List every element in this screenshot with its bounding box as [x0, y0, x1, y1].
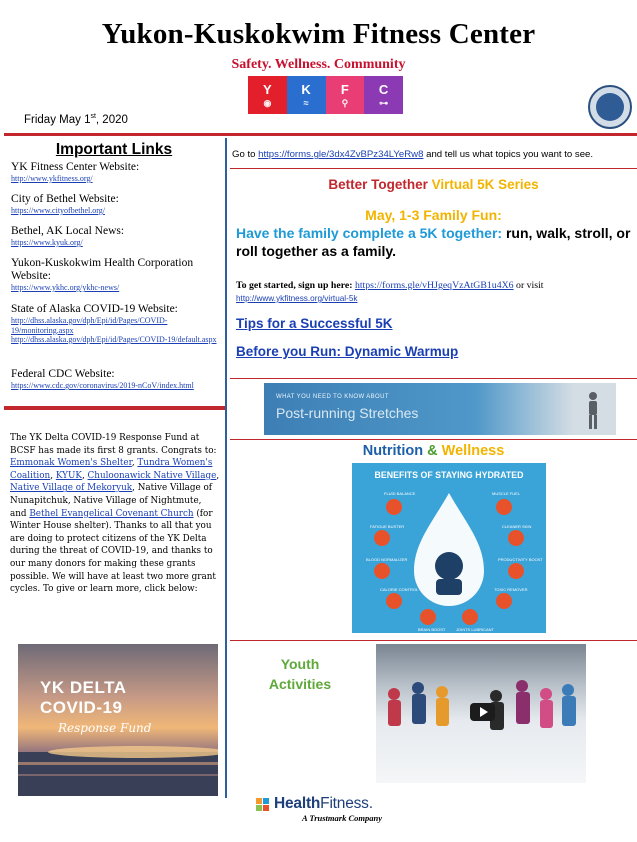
series-title-part: Virtual 5K Series: [431, 177, 539, 192]
logo-tile-f: [326, 76, 365, 114]
link-group-ykfitness: [11, 161, 223, 184]
ampersand: &: [427, 443, 438, 459]
youth-activities-video[interactable]: [376, 644, 586, 783]
signup-form-link[interactable]: https://forms.gle/vHJgeqVzAtGB1u4X6: [354, 280, 514, 291]
virtual-5k-heading: [230, 177, 637, 192]
date-sup: st: [90, 113, 96, 120]
link-label: Yukon-Kuskokwim Health Corporation Website:: [11, 257, 194, 282]
logo-letter: F: [340, 81, 349, 97]
meditation-icon: ◉: [263, 97, 272, 108]
youth-word: Youth: [280, 656, 320, 672]
tagline: Safety. Wellness. Community: [231, 57, 406, 72]
activities-word: Activities: [268, 676, 332, 692]
hydrate-label: BRAIN BOOST: [418, 627, 446, 632]
logo-tile-k: [287, 76, 326, 114]
hydrate-label: MUSCLE FUEL: [492, 491, 521, 496]
header-divider: [4, 133, 637, 136]
stretch-banner-kicker: WHAT YOU NEED TO KNOW ABOUT: [276, 394, 389, 400]
dynamic-warmup-link[interactable]: Before you Run: Dynamic Warmup: [236, 344, 459, 359]
column-divider: [225, 138, 227, 798]
fund-link-mekoryuk[interactable]: Native Village of Mekoryuk: [10, 483, 133, 494]
fund-image-subtitle: COVID-19: [40, 698, 123, 717]
link-group-kyuk: [11, 225, 223, 248]
logo-tile-c: [364, 76, 403, 114]
post-running-stretches-banner[interactable]: [264, 383, 616, 435]
hydrate-label: JOINTS LUBRICANT: [456, 627, 495, 632]
fund-text: The YK Delta COVID-19 Response Fund at BCSF has made its first 8 grants. Congrats to:: [10, 433, 217, 456]
stretching-person-icon: [582, 391, 604, 431]
signup-line: [236, 279, 636, 305]
link-url[interactable]: https://www.ykhc.org/ykhc-news/: [11, 283, 120, 292]
brand-part: Health: [274, 795, 321, 812]
section-divider: [230, 640, 637, 641]
logo-letter: K: [301, 81, 311, 97]
covid-fund-paragraph: [10, 432, 220, 596]
signup-label: To get started, sign up here:: [236, 280, 353, 291]
fund-link-bethel-church[interactable]: Bethel Evangelical Covenant Church: [29, 508, 194, 519]
hydration-graphic: [352, 463, 546, 633]
play-icon[interactable]: [480, 707, 488, 717]
page-title: Yukon-Kuskokwim Fitness Center: [101, 18, 536, 50]
family-fun-body: [236, 224, 634, 260]
hydrate-label: CLEANER SKIN: [502, 524, 532, 529]
fund-link-tundra[interactable]: Tundra Women's Coalition: [10, 458, 213, 481]
healthfitness-wordmark: [274, 795, 373, 813]
bicycle-icon: ⚲: [341, 97, 349, 108]
logo-square: [256, 798, 262, 804]
link-label: State of Alaska COVID-19 Website:: [11, 303, 178, 315]
hydration-infographic[interactable]: [352, 463, 546, 633]
trustmark-subtitle: A Trustmark Company: [302, 813, 382, 823]
section-divider: [230, 439, 637, 440]
sunset-landscape: [18, 644, 218, 796]
link-group-alaska-covid: [11, 303, 223, 345]
youth-activities-heading: [248, 654, 352, 694]
hydrate-label: PRODUCTIVITY BOOST: [498, 557, 543, 562]
fund-image-title: YK DELTA: [40, 678, 127, 697]
ykfc-logo: [248, 76, 403, 114]
logo-square: [263, 805, 269, 811]
date-year: , 2020: [95, 113, 128, 126]
hydrate-label: FATIGUE BUSTER: [370, 524, 405, 529]
family-highlight: Have the family complete a 5K together:: [236, 225, 503, 241]
series-title-part: Better Together: [328, 177, 428, 192]
logo-letter: Y: [263, 81, 272, 97]
logo-tile-y: [248, 76, 287, 114]
fund-text: ,: [50, 470, 56, 481]
family-rest: run, walk, stroll, or roll together as a family.: [236, 225, 631, 259]
fund-text: ,: [216, 470, 220, 481]
link-url[interactable]: https://www.cdc.gov/coronavirus/2019-nCoV/index.html: [11, 381, 194, 390]
survey-text: and tell us what topics you want to see.: [423, 149, 594, 160]
survey-link[interactable]: https://forms.gle/3dx4ZvBPz34LYeRw8: [258, 149, 424, 160]
logo-letter: C: [378, 81, 389, 97]
section-divider: [230, 168, 637, 169]
fund-link-emmonak[interactable]: Emmonak Women's Shelter: [10, 458, 132, 469]
link-url[interactable]: http://www.ykfitness.org/: [11, 174, 93, 183]
link-url[interactable]: http://dhss.alaska.gov/dph/Epi/id/Pages/COVID-19/monitoring.aspx: [11, 316, 168, 335]
signup-or: or visit: [513, 280, 544, 291]
link-group-ykhc: [11, 257, 223, 293]
link-label: Bethel, AK Local News:: [11, 225, 125, 237]
link-label: Federal CDC Website:: [11, 368, 115, 380]
logo-square: [263, 798, 269, 804]
date-text: Friday May 1: [24, 113, 91, 126]
seal-center: [596, 93, 624, 121]
family-fun-title: May, 1-3 Family Fun:: [365, 207, 502, 223]
link-url[interactable]: https://www.cityofbethel.org/: [11, 206, 105, 215]
healthfitness-logo: [256, 795, 406, 835]
covid-fund-image[interactable]: [18, 644, 218, 796]
hydrate-label: CALORIE CONTROL: [380, 587, 419, 592]
infographic-title: BENEFITS OF STAYING HYDRATED: [374, 470, 524, 480]
tips-5k-link[interactable]: Tips for a Successful 5K: [236, 316, 393, 331]
nutrition-wellness-heading: [230, 443, 637, 459]
link-url[interactable]: http://dhss.alaska.gov/dph/Epi/id/Pages/COVID-19/default.aspx: [11, 335, 217, 344]
link-url[interactable]: https://www.kyuk.org/: [11, 238, 83, 247]
issue-date: [24, 113, 128, 126]
brand-part: Fitness.: [320, 795, 373, 812]
fund-text: ,: [81, 470, 88, 481]
fund-link-kyuk[interactable]: KYUK: [55, 470, 82, 481]
link-group-cdc: [11, 368, 223, 391]
link-group-bethel-city: [11, 193, 223, 216]
fund-image-caption: Response Fund: [58, 721, 152, 735]
survey-text: Go to: [232, 149, 259, 160]
left-divider: [4, 406, 225, 410]
fund-link-chuloonawick[interactable]: Chuloonawick Native Village: [87, 470, 217, 481]
dumbbell-icon: ⊶: [379, 97, 389, 108]
important-links-heading: Important Links: [55, 141, 173, 158]
hydrate-label: BLOOD NORMALIZER: [366, 557, 408, 562]
wellness-word: Wellness: [441, 443, 505, 459]
stretch-banner-title: Post-running Stretches: [276, 405, 419, 421]
logo-square: [256, 805, 262, 811]
hydrate-label: TOXIC REMOVER: [494, 587, 528, 592]
hydrate-label: FLUID BALANCE: [384, 491, 416, 496]
water-waves-icon: ≈: [303, 97, 309, 108]
section-divider: [230, 378, 637, 379]
survey-line: [232, 149, 637, 160]
fund-text: , Native Village of Nunapitchuk, Native Village of Nightmute, and: [10, 483, 213, 519]
link-label: YK Fitness Center Website:: [11, 161, 140, 173]
virtual-5k-link[interactable]: http://www.ykfitness.org/virtual-5k: [236, 294, 358, 303]
nutrition-word: Nutrition: [362, 443, 424, 459]
fund-text: ,: [131, 458, 138, 469]
fund-text: (for Winter House shelter). Thanks to all that you are doing to protect citizens of the YK Delta during the threat of COVID-19, and thanks to our many donors for making these grants possible. We will have at least two more grant cycles. To give or learn more, click below:: [10, 508, 216, 595]
link-label: City of Bethel Website:: [11, 193, 119, 205]
